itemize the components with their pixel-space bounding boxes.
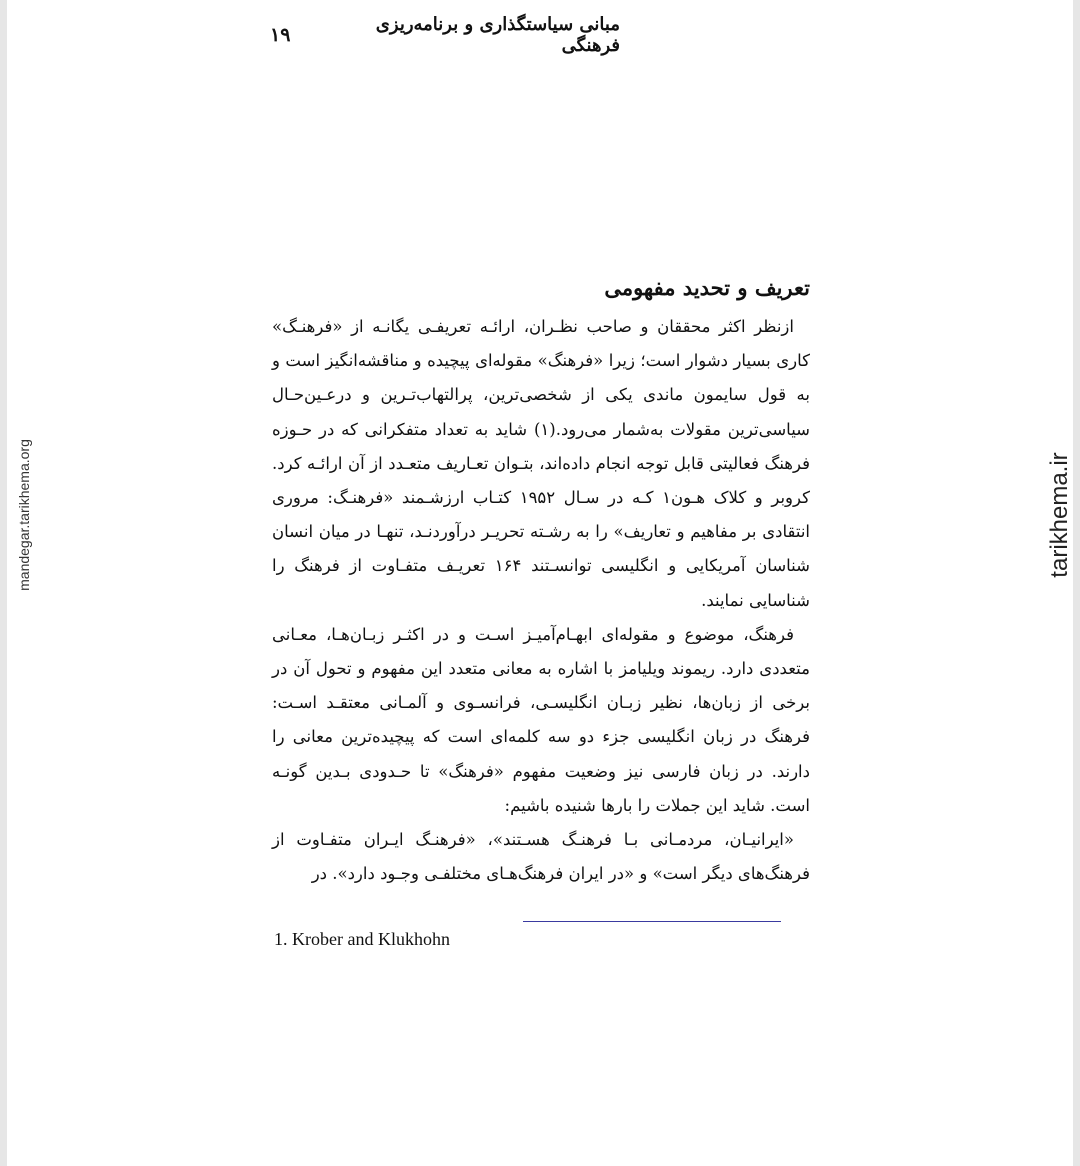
header-title: مبانی سیاستگذاری و برنامه‌ریزی فرهنگی	[375, 14, 620, 56]
paragraph: ازنظر اکثر محققان و صاحب نظـران، ارائـه تعریفـی یگانـه از «فرهنـگ» کاری بسیار دشوار است؛ زیرا «فرهنگ» مقوله‌ای پیچیده و مناقشه‌انگیز است و به قول سایمون ماندی یکی از شخصی‌ترین، پرالتهاب‌تـرین و درعـین‌حـال سیاسی‌ترین مقولات به‌شمار می‌رود.(۱) شاید به تعداد متفکرانی که در حـوزه فرهنگ فعالیتی قابل توجه انجام داده‌اند، بتـوان تعـاریف متعـدد از آن ارائـه کرد. کروبر و کلاک هـون۱ کـه در سـال ۱۹۵۲ کتـاب ارزشـمند «فرهنـگ: مروری انتقادی بر مفاهیم و تعاریف» را به رشـته تحریـر درآوردنـد، تنهـا در میان انسان شناسان آمریکایی و انگلیسی توانسـتند ۱۶۴ تعریـف متفـاوت از فرهنگ را شناسایی نمایند.	[272, 317, 810, 610]
section-title: تعریف و تحدید مفهومی	[604, 275, 810, 300]
page-edge-left	[0, 0, 7, 1166]
watermark-left: mandegar.tarikhema.org	[16, 439, 32, 591]
page-number: ۱۹	[270, 24, 291, 46]
paragraph: «ایرانیـان، مردمـانی بـا فرهنـگ هسـتند»، «فرهنـگ ایـران متفـاوت از فرهنگ‌های دیگر است» و «در ایران فرهنگ‌هـای مختلفـی وجـود دارد». در	[272, 830, 810, 884]
paragraph: فرهنگ، موضوع و مقوله‌ای ابهـام‌آمیـز اسـت و در اکثـر زبـان‌هـا، معـانی متعددی دارد. ریموند ویلیامز با اشاره به معانی متعدد این مفهوم و تحول آن در برخی از زبان‌ها، نظیر زبـان انگلیسـی، فرانسـوی و آلمـانی معتقـد اسـت: فرهنگ در زبان انگلیسی جزء دو سه کلمه‌ای است که پیچیده‌ترین معانی را دارند. در زبان فارسی نیز وضعیت مفهوم «فرهنگ» تا حـدودی بـدین گونـه است. شاید این جملات را بارها شنیده باشیم:	[272, 624, 810, 815]
footnote: 1. Krober and Klukhohn	[274, 929, 450, 949]
watermark-right: tarikhema.ir	[1046, 452, 1073, 578]
page-edge-right	[1073, 0, 1080, 1166]
footnote-divider	[523, 921, 781, 922]
running-header	[270, 14, 620, 56]
main-content	[272, 270, 810, 891]
